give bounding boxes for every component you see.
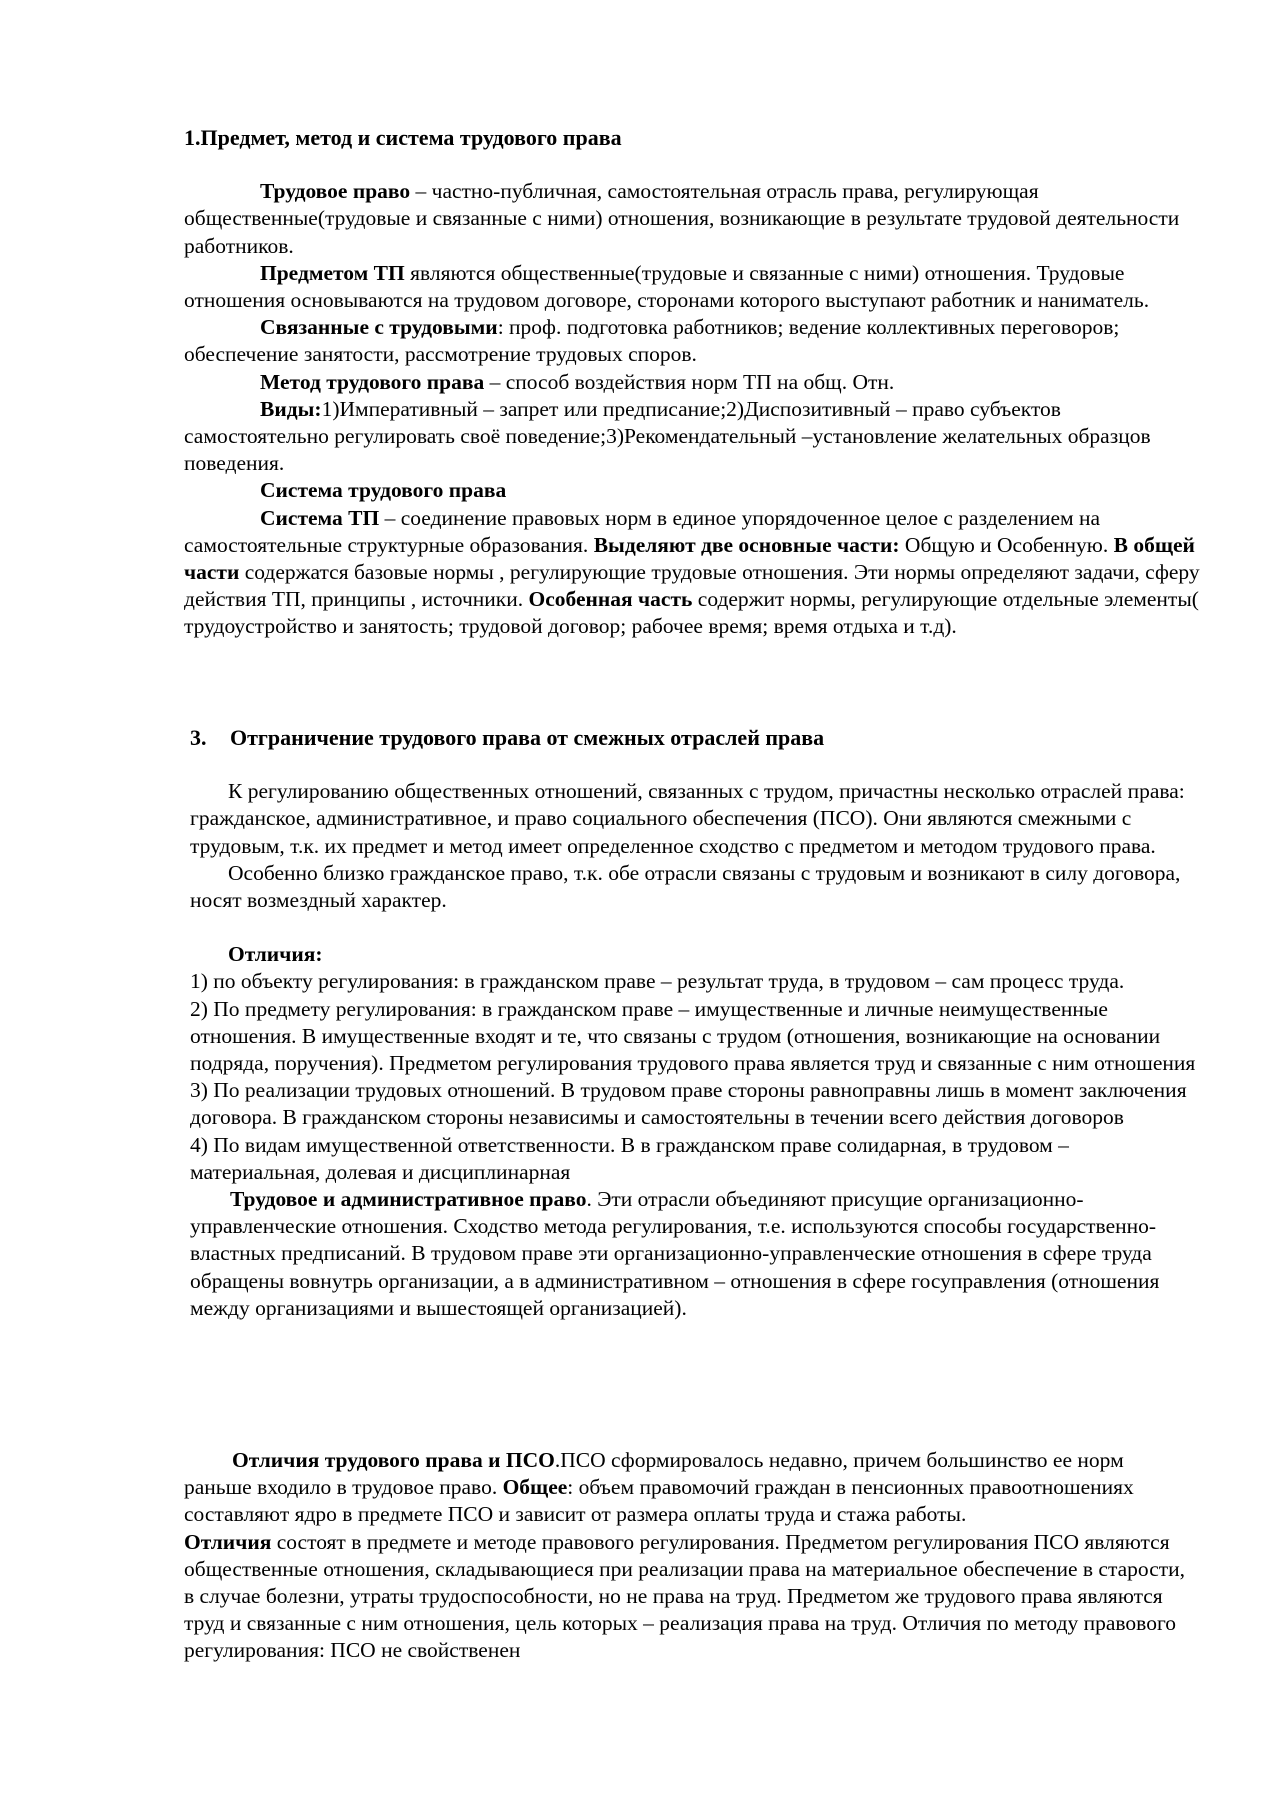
- paragraph-related-branches: К регулированию общественных отношений, связанных с трудом, причастны несколько отраслей права: гражданское, административное, и право социального обеспечения (ПСО). Они являются смежными с трудовым, т.к. их предмет и метод имеет определенное сходство с предметом и методом трудового права.: [190, 779, 1185, 858]
- paragraph-related-relations: Связанные с трудовыми: проф. подготовка работников; ведение коллективных переговоров; обеспечение занятости, рассмотрение трудовых споров.: [184, 315, 1120, 367]
- section-3-heading: 3. Отграничение трудового права от смежных отраслей права: [190, 725, 825, 750]
- term-related: Связанные с трудовыми: [260, 315, 498, 340]
- paragraph-subject: Предметом ТП являются общественные(трудовые и связанные с ними) отношения. Трудовые отношения основываются на трудовом договоре, сторонами которого выступают работник и наниматель.: [184, 260, 1150, 313]
- term-method: Метод трудового права: [260, 369, 485, 394]
- section-subject-method-system: [184, 124, 1200, 641]
- paragraph-method-types: Виды:1)Императивный – запрет или предписание;2)Диспозитивный – право субъектов самостоятельно регулировать своё поведение;3)Рекомендательный –установление желательных образцов поведения.: [184, 396, 1151, 476]
- difference-item: 1) по объекту регулирования: в гражданском праве – результат труда, в трудовом – сам процесс труда.: [190, 969, 1125, 994]
- difference-item: 3) По реализации трудовых отношений. В трудовом праве стороны равноправны лишь в момент заключения договора. В гражданском стороны независимы и самостоятельны в течении всего действия договоров: [190, 1078, 1187, 1130]
- paragraph-method: Метод трудового права – способ воздействия норм ТП на общ. Отн.: [260, 369, 895, 394]
- differences-heading: Отличия:: [228, 942, 323, 967]
- subheading-system: Система трудового права: [260, 478, 507, 503]
- term-types: Виды:: [260, 396, 322, 421]
- term-admin-law: Трудовое и административное право: [230, 1187, 587, 1212]
- term-system: Система ТП: [260, 505, 380, 530]
- paragraph-labor-law-definition: Трудовое право – частно-публичная, самостоятельная отрасль права, регулирующая общественные(трудовые и связанные с ними) отношения, возникающие в результате трудовой деятельности работников.: [184, 179, 1180, 258]
- section-1-heading: 1.Предмет, метод и система трудового права: [184, 125, 622, 150]
- difference-item: 2) По предмету регулирования: в гражданском праве – имущественные и личные неимущественные отношения. В имущественные входят и те, что связаны с трудом (отношения, возникающие на основании подряда, поручения). Предметом регулирования трудового права является труд и связанные с ним отношения: [190, 996, 1196, 1076]
- term-subject: Предметом ТП: [260, 260, 405, 285]
- difference-item: 4) По видам имущественной ответственности. В в гражданском праве солидарная, в трудовом – материальная, долевая и дисциплинарная: [190, 1132, 1069, 1184]
- paragraph-pso-differences: Отличия состоят в предмете и методе правового регулирования. Предметом регулирования ПСО являются общественные отношения, складывающиеся при реализации права на материальное обеспечение в старости, в случае болезни, утраты трудоспособности, но не права на труд. Предметом же трудового права являются труд и связанные с ним отношения, цель которых – реализация права на труд. Отличия по методу правового регулирования: ПСО не свойственен: [184, 1529, 1186, 1663]
- paragraph-labor-vs-pso: Отличия трудового права и ПСО.ПСО сформировалось недавно, причем большинство ее норм раньше входило в трудовое право. Общее: объем правомочий граждан в пенсионных правоотношениях составляют ядро в предмете ПСО и зависит от размера оплаты труда и стажа работы.: [184, 1448, 1134, 1527]
- paragraph-admin-law: Трудовое и административное право. Эти отрасли объединяют присущие организационно-управленческие отношения. Сходство метода регулирования, т.е. используются способы государственно-властных предписаний. В трудовом праве эти организационно-управленческие отношения в сфере труда обращены вовнутрь организации, а в административном – отношения в сфере госуправления (отношения между организациями и вышестоящей организацией).: [190, 1187, 1160, 1320]
- term-labor-vs-pso: Отличия трудового права и ПСО: [232, 1448, 555, 1472]
- term-labor-law: Трудовое право: [260, 179, 411, 204]
- paragraph-civil-law: Особенно близко гражданское право, т.к. обе отрасли связаны с трудовым и возникают в силу договора, носят возмездный характер.: [190, 860, 1181, 913]
- spacer: [190, 914, 1196, 941]
- section-delimitation: [190, 724, 1196, 1322]
- paragraph-system: Система ТП – соединение правовых норм в единое упорядоченное целое с разделением на самостоятельные структурные образования. Выделяют две основные части: Общую и Особенную. В общей части содержатся базовые нормы , регулирующие трудовые отношения. Эти нормы определяют задачи, сферу действия ТП, принципы , источники. Особенная часть содержит нормы, регулирующие отдельные элементы( трудоустройство и занятость; трудовой договор; рабочее время; время отдыха и т.д).: [184, 505, 1200, 639]
- section-labor-vs-social-security: [184, 1447, 1196, 1665]
- term-differences: Отличия: [184, 1529, 272, 1554]
